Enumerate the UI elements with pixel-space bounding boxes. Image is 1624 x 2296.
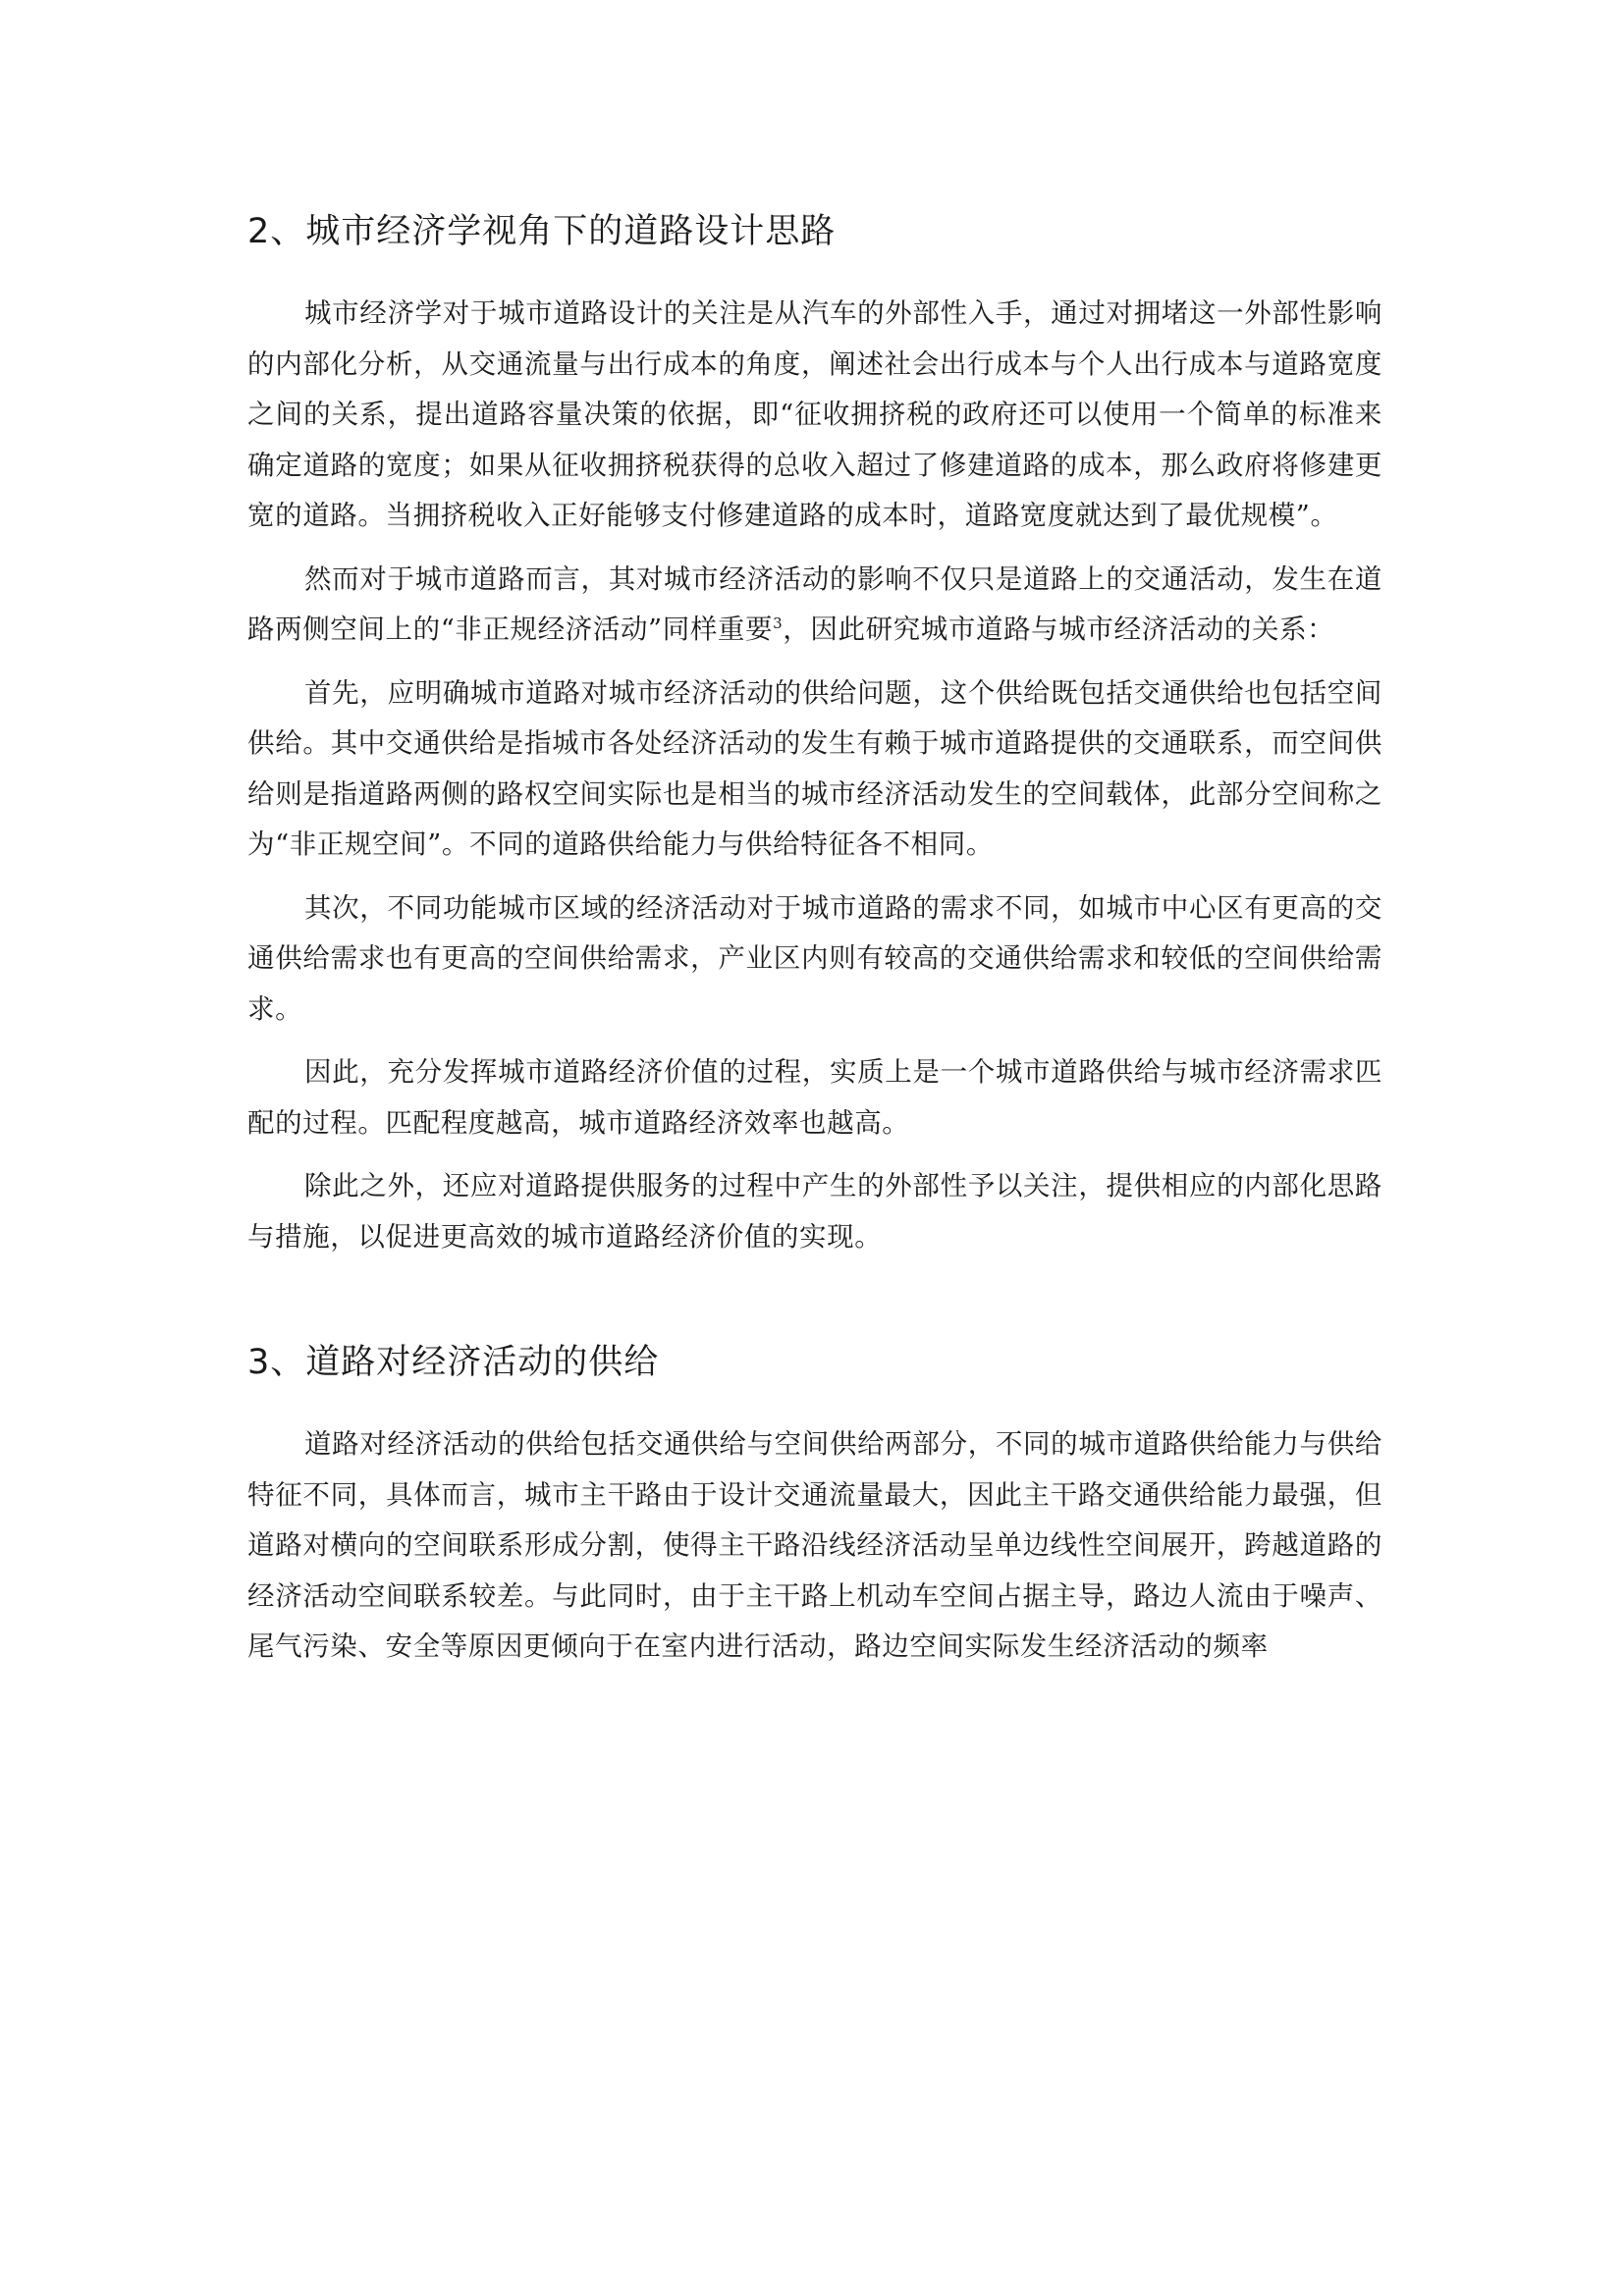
page-content: [247, 208, 1382, 1685]
section-2-paragraph-3: 首先，应明确城市道路对城市经济活动的供给问题，这个供给既包括交通供给也包括空间供给。其中交通供给是指城市各处经济活动的发生有赖于城市道路提供的交通联系，而空间供给则是指道路两侧的路权空间实际也是相当的城市经济活动发生的空间载体，此部分空间称之为“非正规空间”。不同的道路供给能力与供给特征各不相同。: [247, 676, 1382, 860]
section-2-paragraph-5: 因此，充分发挥城市道路经济价值的过程，实质上是一个城市道路供给与城市经济需求匹配的过程。匹配程度越高，城市道路经济效率也越高。: [247, 1056, 1382, 1139]
section-2-paragraph-6: 除此之外，还应对道路提供服务的过程中产生的外部性予以关注，提供相应的内部化思路与措施，以促进更高效的城市道路经济价值的实现。: [247, 1170, 1382, 1253]
section-3-heading: 3、道路对经济活动的供给: [247, 1343, 660, 1382]
paragraph-text: ，因此研究城市道路与城市经济活动的关系：: [783, 614, 1335, 645]
paragraph-text: 然而对于城市道路而言，其对城市经济活动的影响不仅只是道路上的交通活动，发生在道路两侧空间上的“非正规经济活动”同样重要: [247, 562, 1382, 645]
section-2-paragraph-2: [247, 555, 1382, 656]
section-3-paragraph-1: 道路对经济活动的供给包括交通供给与空间供给两部分，不同的城市道路供给能力与供给特征不同，具体而言，城市主干路由于设计交通流量最大，因此主干路交通供给能力最强，但道路对横向的空间联系形成分割，使得主干路沿线经济活动呈单边线性空间展开，跨越道路的经济活动空间联系较差。与此同时，由于主干路上机动车空间占据主导，路边人流由于噪声、尾气污染、安全等原因更倾向于在室内进行活动，路边空间实际发生经济活动的频率: [247, 1428, 1382, 1662]
section-2-paragraph-4: 其次，不同功能城市区域的经济活动对于城市道路的需求不同，如城市中心区有更高的交通供给需求也有更高的空间供给需求，产业区内则有较高的交通供给需求和较低的空间供给需求。: [247, 891, 1382, 1025]
section-2-paragraph-1: 城市经济学对于城市道路设计的关注是从汽车的外部性入手，通过对拥堵这一外部性影响的内部化分析，从交通流量与出行成本的角度，阐述社会出行成本与个人出行成本与道路宽度之间的关系，提出道路容量决策的依据，即“征收拥挤税的政府还可以使用一个简单的标准来确定道路的宽度；如果从征收拥挤税获得的总收入超过了修建道路的成本，那么政府将修建更宽的道路。当拥挤税收入正好能够支付修建道路的成本时，道路宽度就达到了最优规模”。: [247, 297, 1382, 531]
footnote-reference[interactable]: 3: [773, 614, 784, 632]
section-2-heading: 2、城市经济学视角下的道路设计思路: [247, 212, 837, 251]
